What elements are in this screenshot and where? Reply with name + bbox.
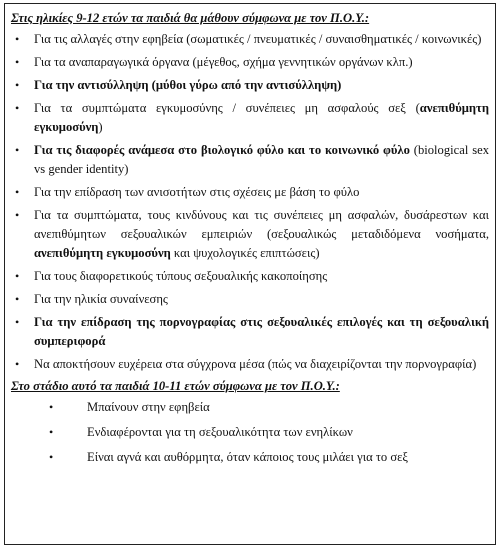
list-item-text: (biological sex vs gender identity) xyxy=(34,143,489,176)
topics-list xyxy=(11,30,489,374)
bullet-icon: • xyxy=(49,450,54,464)
bullet-icon: • xyxy=(15,143,20,157)
section-heading-10-11: Στο στάδιο αυτό τα παιδιά 10-11 ετών σύμφωνα με τον Π.Ο.Υ.: xyxy=(11,379,340,393)
list-item-text: Για τα αναπαραγωγικά όργανα (μέγεθος, σχήμα γεννητικών οργάνων κλπ.) xyxy=(34,55,413,69)
list-item-text: Για τα συμπτώματα εγκυμοσύνης / συνέπειες μη ασφαλούς σεξ ( xyxy=(34,101,420,115)
bullet-icon: • xyxy=(49,400,54,414)
list-item-text: Για την αντισύλληψη (μύθοι γύρω από την αντισύλληψη) xyxy=(34,78,342,92)
bullet-icon: • xyxy=(15,32,20,46)
bullet-icon: • xyxy=(15,101,20,115)
bullet-icon: • xyxy=(15,292,20,306)
list-item xyxy=(11,183,489,202)
list-item xyxy=(11,355,489,374)
list-item-text: ανεπιθύμητη εγκυμοσύνη xyxy=(34,101,489,134)
list-item-text: Για τα συμπτώματα, τους κινδύνους και τις συνέπειες μη ασφαλών, δυσάρεστων και ανεπιθύμητων σεξουαλικών εμπειριών (σεξουαλικώς μεταδιδόμενα νοσήματα, xyxy=(34,208,489,241)
list-item xyxy=(11,53,489,72)
list-item xyxy=(11,206,489,263)
list-item-text: Για τις διαφορές ανάμεσα στο βιολογικό φύλο και το κοινωνικό φύλο xyxy=(34,143,410,157)
list-item-text: Για τους διαφορετικούς τύπους σεξουαλικής κακοποίησης xyxy=(34,269,328,283)
list-item-text: Είναι αγνά και αυθόρμητα, όταν κάποιος τους μιλάει για το σεξ xyxy=(87,450,409,464)
list-item xyxy=(11,141,489,179)
bullet-icon: • xyxy=(15,78,20,92)
list-item xyxy=(11,313,489,351)
list-item-text: Για την επίδραση των ανισοτήτων στις σχέσεις με βάση το φύλο xyxy=(34,185,360,199)
list-item xyxy=(11,76,489,95)
list-item xyxy=(11,99,489,137)
list-item xyxy=(11,290,489,309)
bullet-icon: • xyxy=(15,55,20,69)
list-item-text: Για την επίδραση της πορνογραφίας στις σεξουαλικές επιλογές και τη σεξουαλική συμπεριφορά xyxy=(34,315,489,348)
list-item-text: και ψυχολογικές επιπτώσεις) xyxy=(170,246,320,260)
list-item-text: Να αποκτήσουν ευχέρεια στα σύγχρονα μέσα (πώς να διαχειρίζονται την πορνογραφία) xyxy=(34,357,477,371)
list-item-text: Μπαίνουν στην εφηβεία xyxy=(87,400,210,414)
section-heading-9-12: Στις ηλικίες 9-12 ετών τα παιδιά θα μάθουν σύμφωνα με τον Π.Ο.Υ.: xyxy=(11,11,370,25)
list-item xyxy=(11,30,489,49)
characteristics-list xyxy=(11,398,489,467)
list-item-text: Για την ηλικία συναίνεσης xyxy=(34,292,168,306)
bullet-icon: • xyxy=(15,185,20,199)
bullet-icon: • xyxy=(15,269,20,283)
list-item-text: ) xyxy=(98,120,103,134)
list-item xyxy=(11,398,489,417)
bullet-icon: • xyxy=(15,315,20,329)
bullet-icon: • xyxy=(49,425,54,439)
list-item xyxy=(11,267,489,286)
bullet-icon: • xyxy=(15,357,20,371)
list-item-text: Για τις αλλαγές στην εφηβεία (σωματικές / πνευματικές / συναισθηματικές / κοινωνικές) xyxy=(34,32,482,46)
list-item-text: ανεπιθύμητη εγκυμοσύνη xyxy=(34,246,171,260)
list-item xyxy=(11,423,489,442)
document-box xyxy=(4,3,496,545)
list-item-text: Ενδιαφέρονται για τη σεξουαλικότητα των ενηλίκων xyxy=(87,425,353,439)
bullet-icon: • xyxy=(15,208,20,222)
list-item xyxy=(11,448,489,467)
